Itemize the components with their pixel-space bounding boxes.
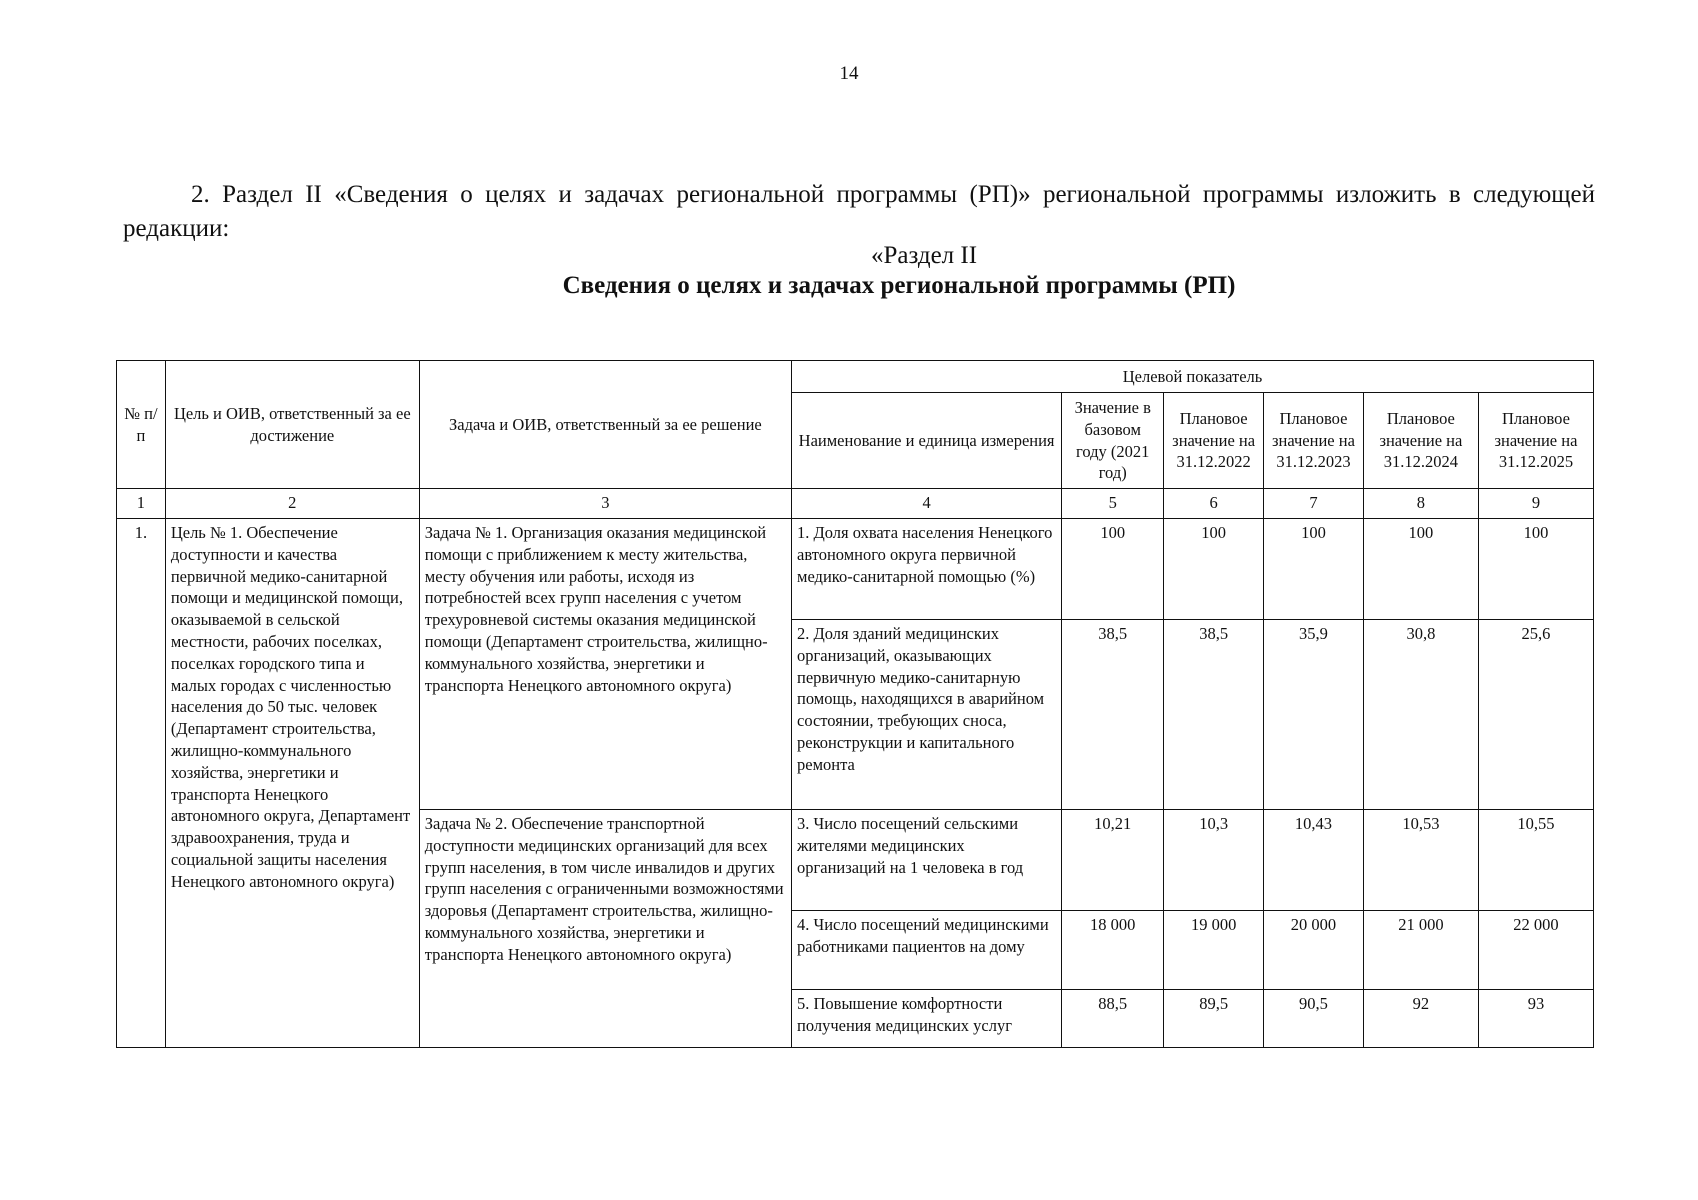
indicator-name: 2. Доля зданий медицинских организаций, оказывающих первичную медико-санитарную помощь, находящихся в аварийном состоянии, требующих сноса, реконструкции и капитального ремонта xyxy=(792,620,1062,810)
indicator-value: 89,5 xyxy=(1164,990,1264,1048)
indicator-name: 4. Число посещений медицинскими работниками пациентов на дому xyxy=(792,911,1062,990)
indicator-value: 93 xyxy=(1478,990,1593,1048)
task-cell: Задача № 2. Обеспечение транспортной доступности медицинских организаций для всех групп населения, в том числе инвалидов и других групп населения с ограниченными возможностями здоровья (Департамент строительства, жилищно-коммунального хозяйства, энергетики и транспорта Ненецкого автономного округа) xyxy=(419,810,791,1048)
indicator-value: 10,3 xyxy=(1164,810,1264,911)
column-number: 4 xyxy=(792,489,1062,519)
header-plan-2024: Плановое значение на 31.12.2024 xyxy=(1363,393,1478,489)
indicator-value: 100 xyxy=(1164,519,1264,620)
page-number: 14 xyxy=(839,63,859,84)
header-indicator-name: Наименование и единица измерения xyxy=(792,393,1062,489)
indicator-value: 100 xyxy=(1062,519,1164,620)
section-label: «Раздел II xyxy=(870,242,978,269)
header-goal: Цель и ОИВ, ответственный за ее достижение xyxy=(165,361,419,489)
indicator-value: 18 000 xyxy=(1062,911,1164,990)
header-task: Задача и ОИВ, ответственный за ее решение xyxy=(419,361,791,489)
indicator-value: 10,55 xyxy=(1478,810,1593,911)
indicator-value: 10,53 xyxy=(1363,810,1478,911)
indicator-name: 3. Число посещений сельскими жителями медицинских организаций на 1 человека в год xyxy=(792,810,1062,911)
header-indicator-group: Целевой показатель xyxy=(792,361,1594,393)
row-number: 1. xyxy=(117,519,166,1048)
column-number: 3 xyxy=(419,489,791,519)
indicator-value: 90,5 xyxy=(1264,990,1364,1048)
task-cell: Задача № 1. Организация оказания медицинской помощи с приближением к месту жительства, месту обучения или работы, исходя из потребностей всех групп населения с учетом трехуровневой системы оказания медицинской помощи (Департамент строительства, жилищно-коммунального хозяйства, энергетики и транспорта Ненецкого автономного округа) xyxy=(419,519,791,810)
column-number: 9 xyxy=(1478,489,1593,519)
column-number: 5 xyxy=(1062,489,1164,519)
intro-paragraph: 2. Раздел II «Сведения о целях и задачах региональной программы (РП)» региональной программы изложить в следующей редакции: xyxy=(123,181,1595,242)
indicator-value: 25,6 xyxy=(1478,620,1593,810)
indicator-value: 100 xyxy=(1264,519,1364,620)
header-num: № п/п xyxy=(117,361,166,489)
indicator-value: 92 xyxy=(1363,990,1478,1048)
indicator-value: 22 000 xyxy=(1478,911,1593,990)
indicator-value: 20 000 xyxy=(1264,911,1364,990)
goal-cell: Цель № 1. Обеспечение доступности и качества первичной медико-санитарной помощи и медицинской помощи, оказываемой в сельской местности, рабочих поселках, поселках городского типа и малых городах с численностью населения до 50 тыс. человек (Департамент строительства, жилищно-коммунального хозяйства, энергетики и транспорта Ненецкого автономного округа, Департамент здравоохранения, труда и социальной защиты населения Ненецкого автономного округа) xyxy=(165,519,419,1048)
indicator-value: 10,43 xyxy=(1264,810,1364,911)
indicator-value: 88,5 xyxy=(1062,990,1164,1048)
indicator-name: 1. Доля охвата населения Ненецкого автономного округа первичной медико-санитарной помощью (%) xyxy=(792,519,1062,620)
column-number: 2 xyxy=(165,489,419,519)
header-plan-2022: Плановое значение на 31.12.2022 xyxy=(1164,393,1264,489)
header-plan-2025: Плановое значение на 31.12.2025 xyxy=(1478,393,1593,489)
indicator-value: 100 xyxy=(1363,519,1478,620)
indicator-name: 5. Повышение комфортности получения медицинских услуг xyxy=(792,990,1062,1048)
goals-table xyxy=(116,360,1594,1048)
indicator-value: 19 000 xyxy=(1164,911,1264,990)
indicator-value: 35,9 xyxy=(1264,620,1364,810)
header-plan-2023: Плановое значение на 31.12.2023 xyxy=(1264,393,1364,489)
column-number: 8 xyxy=(1363,489,1478,519)
indicator-value: 21 000 xyxy=(1363,911,1478,990)
column-number: 1 xyxy=(117,489,166,519)
column-number: 6 xyxy=(1164,489,1264,519)
indicator-value: 38,5 xyxy=(1164,620,1264,810)
indicator-value: 30,8 xyxy=(1363,620,1478,810)
indicator-value: 10,21 xyxy=(1062,810,1164,911)
section-title: Сведения о целях и задачах региональной программы (РП) xyxy=(562,272,1236,299)
column-number: 7 xyxy=(1264,489,1364,519)
indicator-value: 100 xyxy=(1478,519,1593,620)
header-base-value: Значение в базовом году (2021 год) xyxy=(1062,393,1164,489)
indicator-value: 38,5 xyxy=(1062,620,1164,810)
